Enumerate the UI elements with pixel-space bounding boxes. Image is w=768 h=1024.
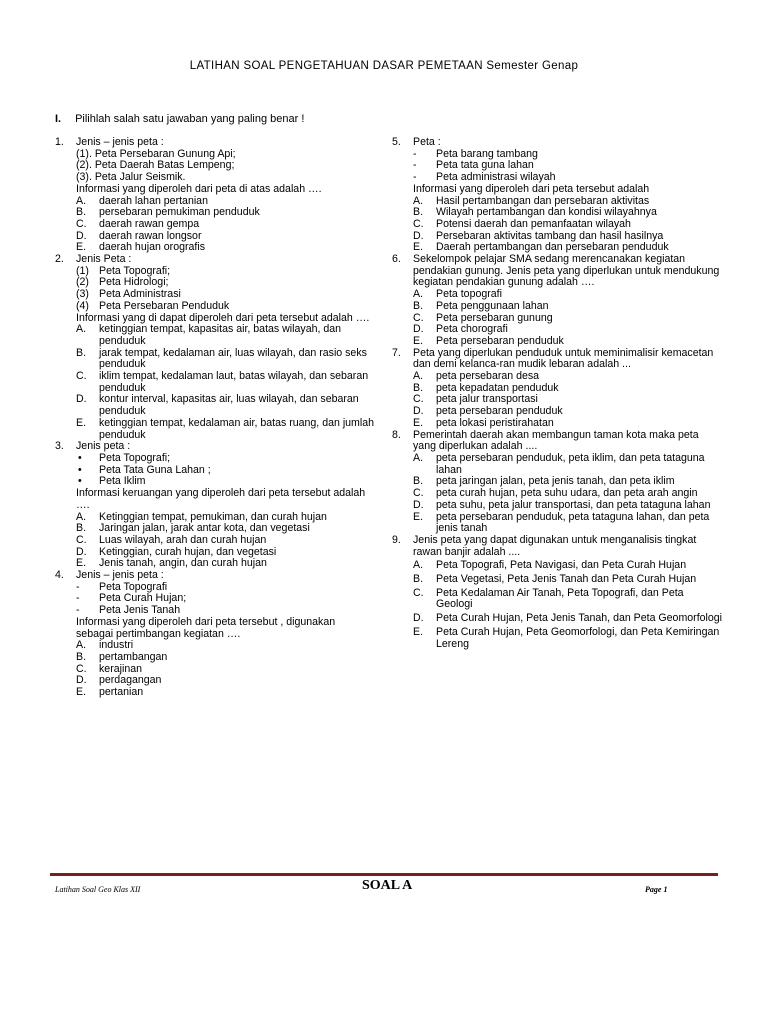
item-text: Peta Tata Guna Lahan ; — [99, 463, 211, 476]
bullet-icon: • — [78, 475, 82, 488]
question-number: 5. — [392, 136, 401, 148]
option-a — [392, 453, 722, 476]
option-letter: C. — [76, 662, 87, 675]
option-text: Peta penggunaan lahan — [436, 299, 549, 312]
option-letter: E. — [413, 625, 424, 638]
option-text: Daerah pertambangan dan persebaran penduduk — [436, 241, 669, 254]
option-letter: A. — [76, 194, 87, 207]
option-text: Peta Curah Hujan, Peta Geomorfologi, dan Peta Kemiringan Lereng — [436, 625, 720, 650]
dash-icon: - — [413, 171, 417, 184]
page-title: LATIHAN SOAL PENGETAHUAN DASAR PEMETAAN Semester Genap — [189, 60, 579, 72]
question-stem: Jenis – jenis peta : — [76, 136, 164, 148]
option-text: Potensi daerah dan pemanfaatan wilayah — [436, 217, 631, 230]
item-marker: (1) — [76, 264, 89, 277]
option-letter: A. — [76, 323, 87, 336]
item-marker: (2) — [76, 276, 89, 289]
question-info: Informasi yang diperoleh dari peta di atas adalah …. — [76, 182, 322, 195]
option-text: Peta Kedalaman Air Tanah, Peta Topografi, dan Peta Geologi — [436, 586, 684, 611]
option-letter: C. — [76, 217, 87, 230]
option-text: peta kepadatan penduduk — [436, 381, 559, 394]
option-text: Hasil pertambangan dan persebaran aktivitas — [436, 194, 650, 207]
question-info: Informasi yang diperoleh dari peta tersebut adalah — [413, 182, 650, 195]
question-2 — [55, 254, 375, 441]
option-text: kerajinan — [99, 662, 142, 675]
option-letter: D. — [413, 229, 424, 242]
dash-icon: - — [76, 592, 80, 605]
option-letter: B. — [76, 206, 87, 219]
option-text: daerah rawan gempa — [99, 217, 200, 230]
dash-icon: - — [76, 604, 80, 617]
option-text: Peta persebaran gunung — [436, 311, 553, 324]
instruction — [55, 113, 304, 125]
dash-icon: - — [413, 159, 417, 172]
option-text: Wilayah pertambangan dan kondisi wilayahnya — [436, 206, 657, 219]
option-letter: A. — [413, 451, 424, 464]
question-stem: Jenis Peta : — [76, 253, 132, 266]
option-text: daerah hujan orografis — [99, 241, 206, 254]
option-text: ketinggian tempat, kapasitas air, batas wilayah, dan penduduk — [99, 323, 342, 347]
option-c — [55, 535, 375, 547]
option-letter: C. — [413, 487, 424, 500]
option-text: jarak tempat, kedalaman air, luas wilayah, dan rasio seks penduduk — [99, 346, 367, 371]
option-c — [55, 371, 375, 394]
question-6 — [392, 254, 722, 348]
question-number: 8. — [392, 428, 401, 441]
dash-icon: - — [76, 580, 80, 593]
question-3 — [55, 441, 375, 570]
option-letter: D. — [413, 498, 424, 511]
map-item: (2). Peta Daerah Batas Lempeng; — [76, 159, 235, 172]
option-letter: E. — [413, 510, 424, 523]
right-column — [392, 137, 722, 652]
instruction-text: Pilihlah salah satu jawaban yang paling benar ! — [75, 113, 305, 125]
option-letter: D. — [413, 612, 424, 625]
option-text: iklim tempat, kedalaman laut, batas wilayah, dan sebaran penduduk — [99, 370, 369, 394]
option-letter: E. — [76, 557, 87, 570]
question-stem: Pemerintah daerah akan membangun taman kota maka peta yang diperlukan adalah .... — [413, 428, 699, 453]
option-e — [392, 627, 722, 650]
option-text: peta curah hujan, peta suhu udara, dan peta arah angin — [436, 487, 698, 500]
option-b — [392, 301, 722, 313]
bullet-icon: • — [78, 451, 82, 464]
item-text: Peta Jenis Tanah — [99, 604, 181, 617]
option-letter: C. — [413, 217, 424, 230]
map-item: (1). Peta Persebaran Gunung Api; — [76, 147, 236, 160]
item-marker: (3) — [76, 288, 89, 301]
option-text: Persebaran aktivitas tambang dan hasil hasilnya — [436, 229, 664, 242]
option-text: pertanian — [99, 686, 144, 699]
option-b — [55, 652, 375, 664]
question-stem: Jenis peta yang dapat digunakan untuk menganalisis tingkat rawan banjir adalah .... — [413, 533, 697, 558]
option-letter: B. — [413, 299, 424, 312]
option-text: Peta topografi — [436, 288, 502, 301]
option-letter: B. — [76, 346, 87, 359]
option-text: peta persebaran penduduk — [436, 405, 563, 418]
option-a — [392, 560, 722, 572]
question-stem: Sekelompok pelajar SMA sedang merencanakan kegiatan pendakian gunung. Jenis peta yang diperlukan untuk mendukung kegiatan pendakian gunung adalah …. — [413, 253, 720, 289]
option-c — [392, 219, 722, 231]
option-text: Ketinggian tempat, pemukiman, dan curah hujan — [99, 510, 327, 523]
option-text: ketinggian tempat, kedalaman air, batas ruang, dan jumlah penduduk — [99, 416, 375, 441]
map-item: (3). Peta Jalur Seismik. — [76, 171, 186, 184]
question-9 — [392, 535, 722, 650]
item-text: Peta Administrasi — [99, 288, 181, 301]
option-letter: E. — [413, 241, 424, 254]
option-c — [55, 219, 375, 231]
option-letter: A. — [413, 370, 424, 383]
question-info: Informasi keruangan yang diperoleh dari peta tersebut adalah …. — [76, 487, 366, 511]
option-letter: D. — [413, 405, 424, 418]
option-text: kontur interval, kapasitas air, luas wilayah, dan sebaran penduduk — [99, 393, 359, 418]
option-letter: A. — [76, 510, 87, 523]
option-text: Luas wilayah, arah dan curah hujan — [99, 533, 267, 546]
option-text: peta persebaran penduduk, peta tataguna lahan, dan peta jenis tanah — [436, 510, 710, 535]
footer-divider — [50, 873, 718, 876]
option-e — [392, 418, 722, 430]
option-text: industri — [99, 639, 134, 652]
option-text: peta persebaran desa — [436, 370, 540, 383]
item-text: Peta Iklim — [99, 475, 146, 488]
option-letter: E. — [76, 416, 87, 429]
option-letter: C. — [76, 370, 87, 383]
option-letter: B. — [76, 650, 87, 663]
left-column — [55, 137, 375, 699]
footer-left-text: Latihan Soal Geo Klas XII — [55, 885, 141, 894]
item-text: Peta tata guna lahan — [436, 159, 534, 172]
option-letter: D. — [413, 323, 424, 336]
question-number: 9. — [392, 533, 401, 546]
option-text: Peta Topografi, Peta Navigasi, dan Peta Curah Hujan — [436, 559, 687, 572]
dash-icon: - — [413, 147, 417, 160]
item-text: Peta Curah Hujan; — [99, 592, 187, 605]
item-text: Peta barang tambang — [436, 147, 538, 160]
option-e — [55, 687, 375, 699]
option-text: persebaran pemukiman penduduk — [99, 206, 260, 219]
option-text: Jaringan jalan, jarak antar kota, dan vegetasi — [99, 522, 310, 535]
option-text: peta persebaran penduduk, peta iklim, dan peta tataguna lahan — [436, 451, 705, 476]
question-8 — [392, 430, 722, 535]
question-number: 4. — [55, 569, 64, 582]
question-stem: Jenis peta : — [76, 440, 131, 453]
option-e — [55, 418, 375, 441]
option-e — [392, 336, 722, 348]
option-text: Peta Curah Hujan, Peta Jenis Tanah, dan Peta Geomorfologi — [436, 612, 723, 625]
question-7 — [392, 348, 722, 430]
option-letter: B. — [413, 381, 424, 394]
option-text: perdagangan — [99, 674, 162, 687]
map-item — [55, 301, 375, 313]
map-item — [55, 453, 375, 465]
option-letter: E. — [413, 416, 424, 429]
question-number: 2. — [55, 253, 64, 266]
option-letter: D. — [76, 674, 87, 687]
item-text: Peta Hidrologi; — [99, 276, 169, 289]
item-text: Peta Topografi; — [99, 451, 171, 464]
option-text: Jenis tanah, angin, dan curah hujan — [99, 557, 267, 570]
option-text: peta lokasi peristirahatan — [436, 416, 554, 429]
question-info: Informasi yang diperoleh dari peta tersebut , digunakan sebagai pertimbangan kegiatan …. — [76, 615, 336, 640]
option-text: peta jaringan jalan, peta jenis tanah, dan peta iklim — [436, 475, 675, 488]
question-stem: Jenis – jenis peta : — [76, 569, 164, 582]
option-letter: A. — [413, 194, 424, 207]
question-stem: Peta : — [413, 136, 441, 148]
item-text: Peta Topografi — [99, 580, 168, 593]
question-number: 1. — [55, 136, 64, 148]
option-letter: E. — [76, 686, 87, 699]
option-text: daerah rawan longsor — [99, 229, 202, 242]
option-letter: C. — [413, 311, 424, 324]
option-letter: B. — [413, 206, 424, 219]
item-text: Peta Topografi; — [99, 264, 171, 277]
option-letter: E. — [76, 241, 87, 254]
bullet-icon: • — [78, 463, 82, 476]
question-number: 7. — [392, 346, 401, 359]
option-letter: A. — [413, 288, 424, 301]
option-letter: A. — [76, 639, 87, 652]
item-marker: (4) — [76, 299, 89, 312]
option-letter: D. — [76, 393, 87, 406]
option-letter: C. — [76, 533, 87, 546]
option-letter: B. — [413, 475, 424, 488]
option-text: Ketinggian, curah hujan, dan vegetasi — [99, 545, 277, 558]
option-a — [55, 324, 375, 347]
option-text: daerah lahan pertanian — [99, 194, 208, 207]
question-number: 6. — [392, 253, 401, 266]
option-letter: E. — [413, 334, 424, 347]
option-d — [392, 500, 722, 512]
option-text: Peta persebaran penduduk — [436, 334, 564, 347]
option-c — [392, 588, 722, 611]
option-letter: B. — [413, 573, 424, 586]
item-text: Peta Persebaran Penduduk — [99, 299, 230, 312]
item-text: Peta administrasi wilayah — [436, 171, 556, 184]
section-number: I. — [55, 113, 62, 125]
option-letter: A. — [413, 559, 424, 572]
option-text: peta suhu, peta jalur transportasi, dan peta tataguna lahan — [436, 498, 711, 511]
option-d — [55, 394, 375, 417]
footer-page-number: Page 1 — [645, 885, 668, 894]
question-4 — [55, 570, 375, 699]
option-e — [392, 512, 722, 535]
option-a — [392, 371, 722, 383]
option-d — [392, 613, 722, 625]
question-5 — [392, 137, 722, 254]
option-b — [55, 348, 375, 371]
option-b — [392, 574, 722, 586]
option-letter: C. — [413, 586, 424, 599]
question-1 — [55, 137, 375, 254]
option-text: peta jalur transportasi — [436, 393, 538, 406]
option-text: Peta Vegetasi, Peta Jenis Tanah dan Peta Curah Hujan — [436, 573, 697, 586]
question-number: 3. — [55, 440, 64, 453]
option-text: Peta chorografi — [436, 323, 508, 336]
option-letter: C. — [413, 393, 424, 406]
question-stem: Peta yang diperlukan penduduk untuk meminimalisir kemacetan dan demi kelanca-ran mudik lebaran adalah ... — [413, 346, 714, 371]
option-letter: D. — [76, 545, 87, 558]
question-info: Informasi yang di dapat diperoleh dari peta tersebut adalah …. — [76, 311, 370, 324]
option-letter: D. — [76, 229, 87, 242]
option-text: pertambangan — [99, 650, 168, 663]
option-letter: B. — [76, 522, 87, 535]
footer-center-text: SOAL A — [362, 878, 413, 893]
